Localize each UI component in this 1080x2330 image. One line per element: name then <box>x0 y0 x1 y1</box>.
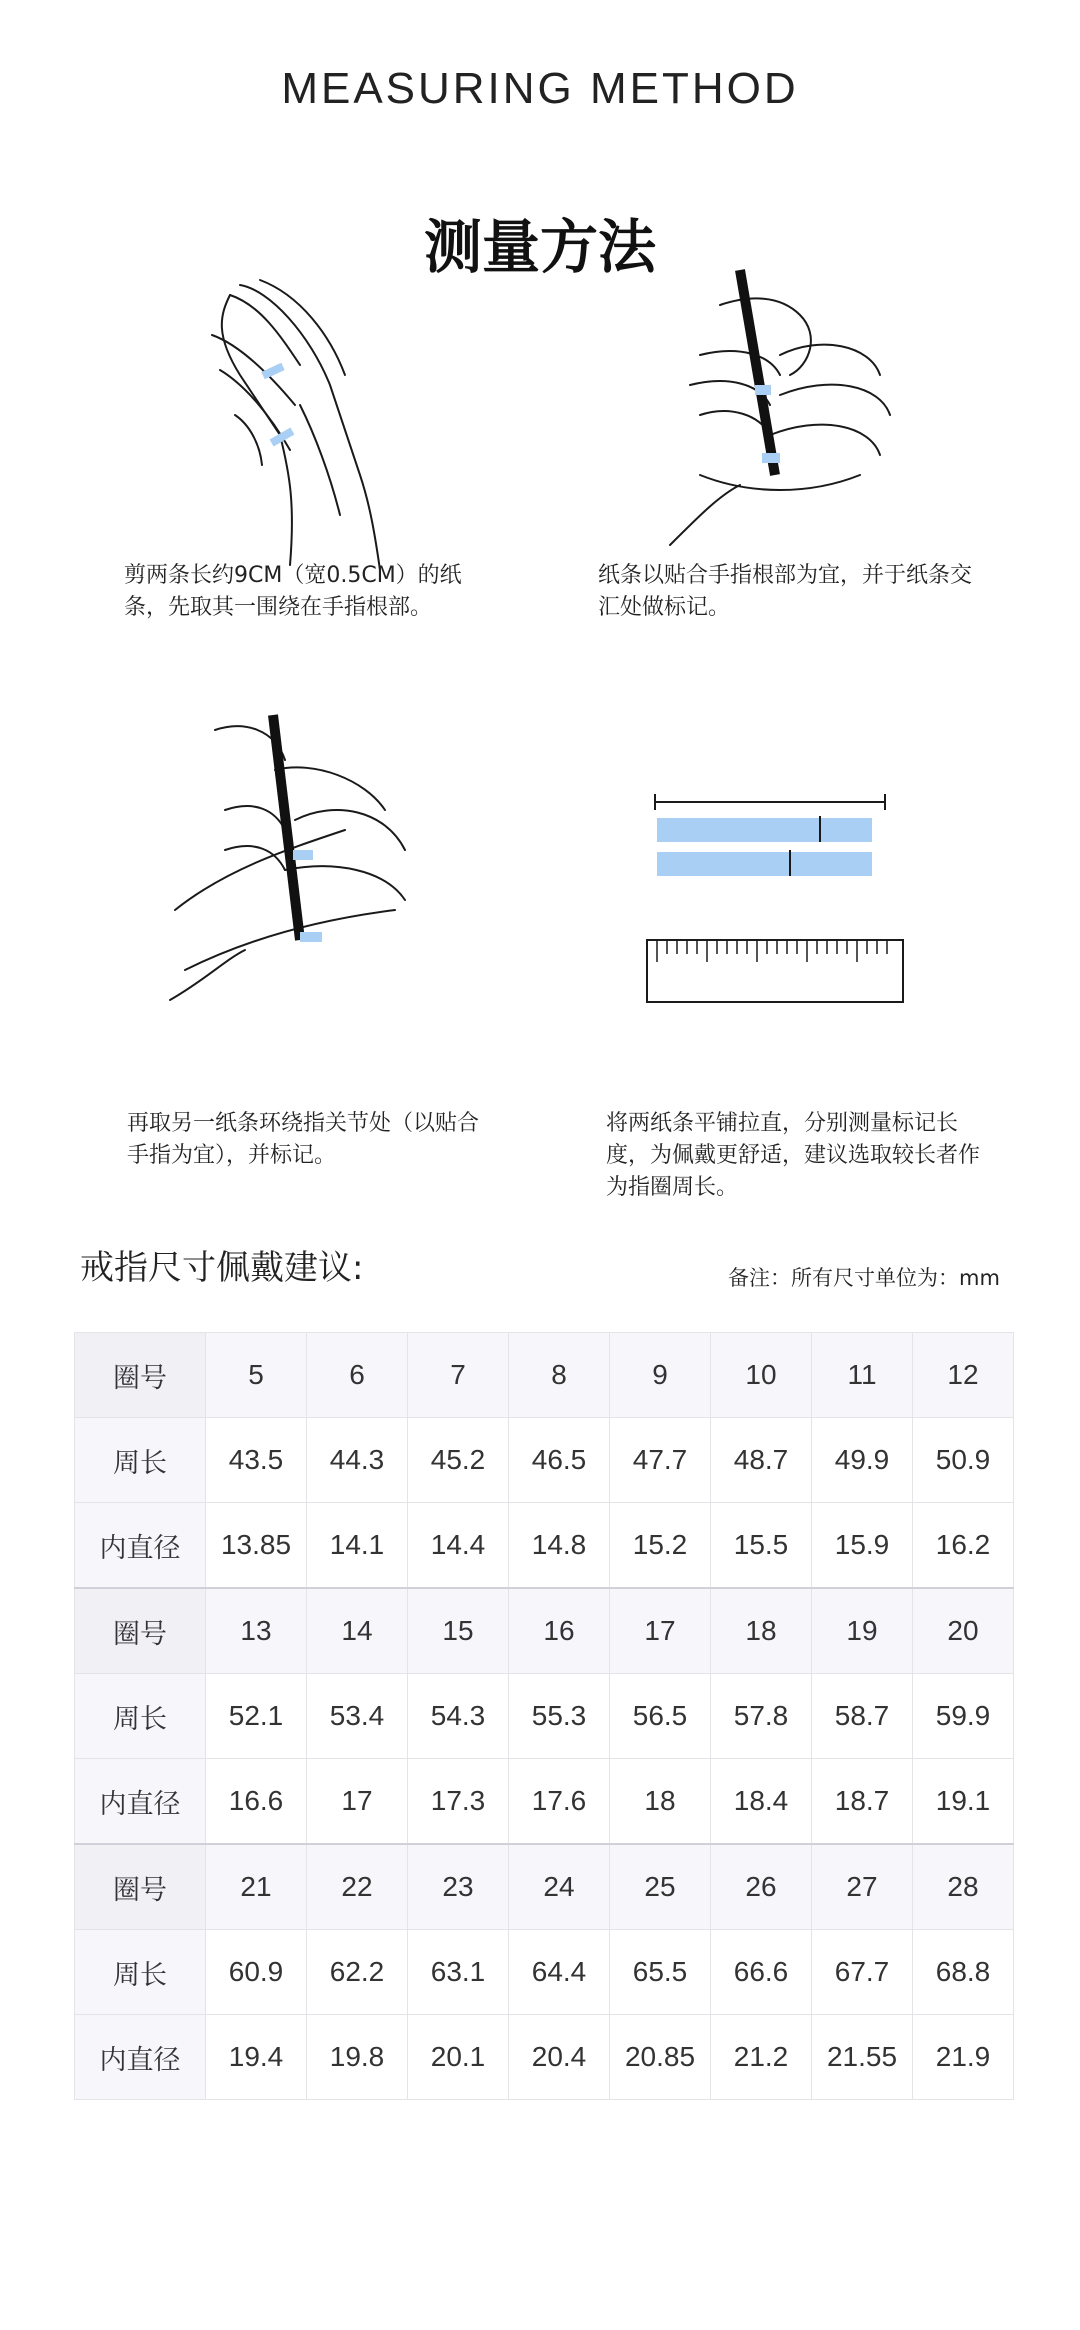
step1-text: 剪两条长约9CM（宽0.5CM）的纸条，先取其一围绕在手指根部。 <box>124 563 462 620</box>
step4-ruler-illustration <box>645 790 910 1030</box>
ring-number-cell: 20 <box>913 1588 1014 1674</box>
inner-diameter-label: 内直径 <box>75 1759 206 1845</box>
inner-diameter-cell: 20.1 <box>408 2015 509 2100</box>
circumference-cell: 56.5 <box>610 1674 711 1759</box>
ring-number-cell: 25 <box>610 1844 711 1930</box>
inner-diameter-cell: 17 <box>307 1759 408 1845</box>
ring-number-cell: 17 <box>610 1588 711 1674</box>
circumference-cell: 63.1 <box>408 1930 509 2015</box>
ring-number-cell: 19 <box>812 1588 913 1674</box>
circumference-cell: 55.3 <box>509 1674 610 1759</box>
ring-number-cell: 7 <box>408 1333 509 1418</box>
inner-diameter-cell: 21.9 <box>913 2015 1014 2100</box>
inner-diameter-label: 内直径 <box>75 2015 206 2100</box>
ring-number-label: 圈号 <box>75 1333 206 1418</box>
ring-number-label: 圈号 <box>75 1588 206 1674</box>
ring-number-cell: 9 <box>610 1333 711 1418</box>
table-row <box>75 1759 1014 1845</box>
ring-number-cell: 21 <box>206 1844 307 1930</box>
table-row <box>75 1418 1014 1503</box>
circumference-cell: 49.9 <box>812 1418 913 1503</box>
size-section-title: 戒指尺寸佩戴建议: <box>80 1248 364 1288</box>
circumference-cell: 50.9 <box>913 1418 1014 1503</box>
ring-size-table <box>74 1332 1014 2100</box>
ring-number-cell: 24 <box>509 1844 610 1930</box>
inner-diameter-cell: 14.4 <box>408 1503 509 1589</box>
circumference-cell: 45.2 <box>408 1418 509 1503</box>
inner-diameter-cell: 13.85 <box>206 1503 307 1589</box>
circumference-label: 周长 <box>75 1930 206 2015</box>
circumference-cell: 68.8 <box>913 1930 1014 2015</box>
ring-number-cell: 14 <box>307 1588 408 1674</box>
circumference-cell: 59.9 <box>913 1674 1014 1759</box>
table-row <box>75 1333 1014 1418</box>
inner-diameter-cell: 15.5 <box>711 1503 812 1589</box>
inner-diameter-cell: 17.3 <box>408 1759 509 1845</box>
inner-diameter-cell: 14.1 <box>307 1503 408 1589</box>
table-row <box>75 1503 1014 1589</box>
table-row <box>75 2015 1014 2100</box>
circumference-label: 周长 <box>75 1674 206 1759</box>
ring-number-cell: 18 <box>711 1588 812 1674</box>
ring-number-cell: 11 <box>812 1333 913 1418</box>
ring-number-cell: 15 <box>408 1588 509 1674</box>
inner-diameter-cell: 18.4 <box>711 1759 812 1845</box>
table-row <box>75 1930 1014 2015</box>
ring-number-cell: 27 <box>812 1844 913 1930</box>
inner-diameter-cell: 15.9 <box>812 1503 913 1589</box>
step4-text: 将两纸条平铺拉直，分别测量标记长度，为佩戴更舒适，建议选取较长者作为指圈周长。 <box>606 1111 981 1200</box>
circumference-cell: 54.3 <box>408 1674 509 1759</box>
inner-diameter-cell: 17.6 <box>509 1759 610 1845</box>
inner-diameter-cell: 16.2 <box>913 1503 1014 1589</box>
inner-diameter-cell: 16.6 <box>206 1759 307 1845</box>
step3-text: 再取另一纸条环绕指关节处（以贴合手指为宜），并标记。 <box>127 1111 480 1168</box>
step2-pen-illustration <box>660 265 900 555</box>
inner-diameter-cell: 18.7 <box>812 1759 913 1845</box>
ring-number-cell: 13 <box>206 1588 307 1674</box>
step2-text: 纸条以贴合手指根部为宜，并于纸条交汇处做标记。 <box>598 563 973 620</box>
circumference-cell: 62.2 <box>307 1930 408 2015</box>
step3-knuckle-illustration <box>165 710 415 1010</box>
inner-diameter-label: 内直径 <box>75 1503 206 1589</box>
title-cn: 测量方法 <box>423 213 656 281</box>
inner-diameter-cell: 14.8 <box>509 1503 610 1589</box>
inner-diameter-cell: 21.2 <box>711 2015 812 2100</box>
circumference-cell: 64.4 <box>509 1930 610 2015</box>
unit-note: 备注：所有尺寸单位为：mm <box>728 1266 1000 1290</box>
ring-number-cell: 26 <box>711 1844 812 1930</box>
ring-number-label: 圈号 <box>75 1844 206 1930</box>
ring-number-cell: 28 <box>913 1844 1014 1930</box>
circumference-cell: 53.4 <box>307 1674 408 1759</box>
table-row <box>75 1844 1014 1930</box>
inner-diameter-cell: 15.2 <box>610 1503 711 1589</box>
ring-number-cell: 12 <box>913 1333 1014 1418</box>
ring-number-cell: 22 <box>307 1844 408 1930</box>
circumference-cell: 52.1 <box>206 1674 307 1759</box>
circumference-label: 周长 <box>75 1418 206 1503</box>
inner-diameter-cell: 21.55 <box>812 2015 913 2100</box>
ring-number-cell: 8 <box>509 1333 610 1418</box>
circumference-cell: 47.7 <box>610 1418 711 1503</box>
ring-number-cell: 6 <box>307 1333 408 1418</box>
table-row <box>75 1588 1014 1674</box>
circumference-cell: 44.3 <box>307 1418 408 1503</box>
circumference-cell: 46.5 <box>509 1418 610 1503</box>
title-en: MEASURING METHOD <box>281 64 799 113</box>
inner-diameter-cell: 20.4 <box>509 2015 610 2100</box>
circumference-cell: 58.7 <box>812 1674 913 1759</box>
circumference-cell: 60.9 <box>206 1930 307 2015</box>
circumference-cell: 43.5 <box>206 1418 307 1503</box>
circumference-cell: 57.8 <box>711 1674 812 1759</box>
ring-number-cell: 16 <box>509 1588 610 1674</box>
circumference-cell: 66.6 <box>711 1930 812 2015</box>
inner-diameter-cell: 20.85 <box>610 2015 711 2100</box>
circumference-cell: 67.7 <box>812 1930 913 2015</box>
table-row <box>75 1674 1014 1759</box>
circumference-cell: 65.5 <box>610 1930 711 2015</box>
step1-hand-illustration <box>200 275 400 575</box>
inner-diameter-cell: 19.8 <box>307 2015 408 2100</box>
ring-number-cell: 10 <box>711 1333 812 1418</box>
circumference-cell: 48.7 <box>711 1418 812 1503</box>
inner-diameter-cell: 19.1 <box>913 1759 1014 1845</box>
inner-diameter-cell: 18 <box>610 1759 711 1845</box>
ring-number-cell: 5 <box>206 1333 307 1418</box>
ring-number-cell: 23 <box>408 1844 509 1930</box>
inner-diameter-cell: 19.4 <box>206 2015 307 2100</box>
